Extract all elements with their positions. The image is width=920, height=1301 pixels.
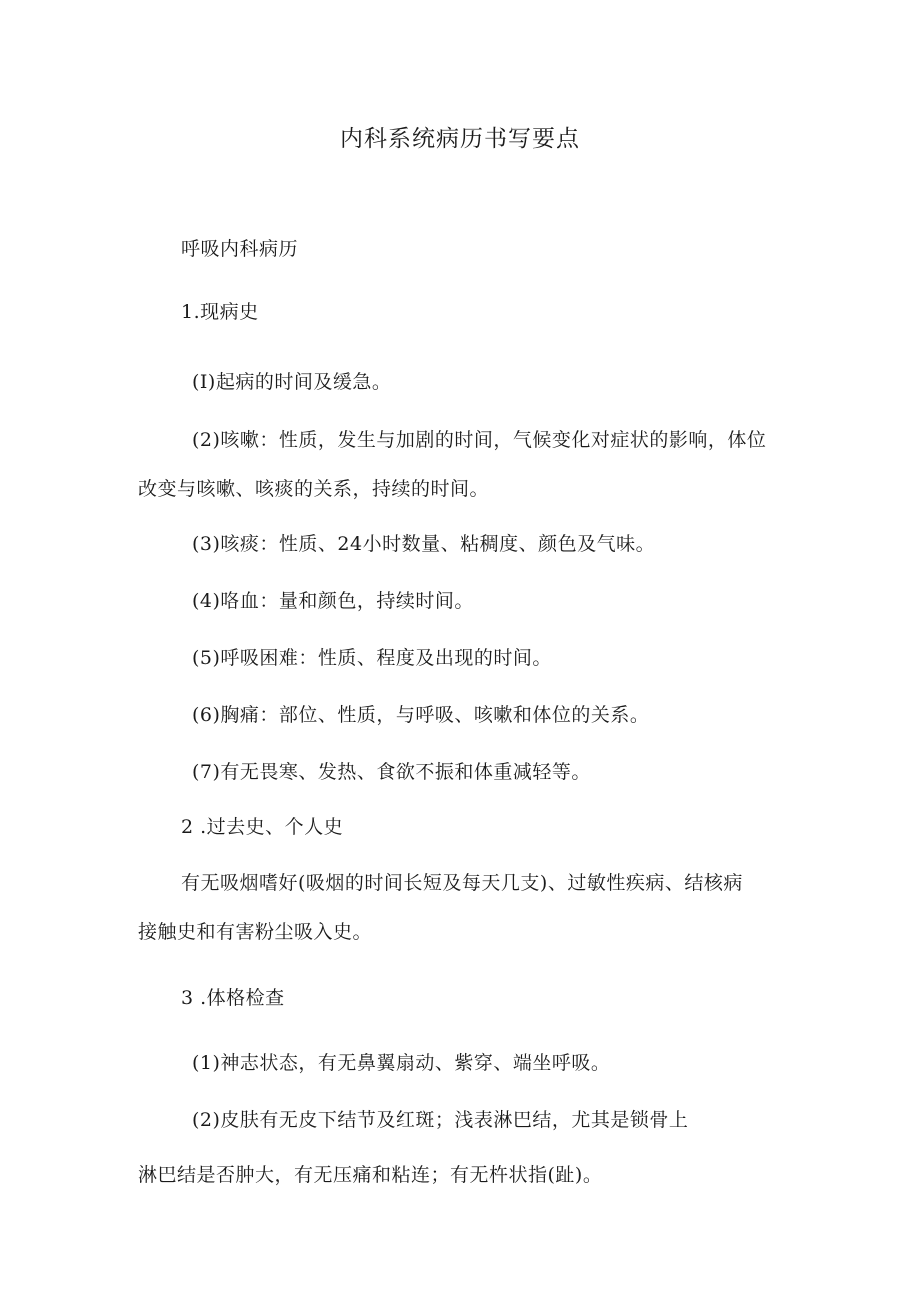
section-heading: 呼吸内科病历 bbox=[181, 238, 299, 260]
history-paragraph-line1: 有无吸烟嗜好(吸烟的时间长短及每天几支)、过敏性疾病、结核病 bbox=[181, 872, 743, 894]
item-other-symptoms: (7)有无畏寒、发热、食欲不振和体重减轻等。 bbox=[192, 761, 591, 783]
item-cough-line1: (2)咳嗽：性质，发生与加剧的时间，气候变化对症状的影响，体位 bbox=[192, 429, 767, 451]
item-onset: (I)起病的时间及缓急。 bbox=[192, 371, 392, 393]
document-title: 内科系统病历书写要点 bbox=[340, 126, 580, 152]
history-paragraph-line2: 接触史和有害粉尘吸入史。 bbox=[138, 921, 373, 943]
item-cough-line2: 改变与咳嗽、咳痰的关系，持续的时间。 bbox=[138, 478, 490, 500]
exam-item-skin-line2: 淋巴结是否肿大，有无压痛和粘连；有无杵状指(趾)。 bbox=[138, 1164, 603, 1186]
item-dyspnea: (5)呼吸困难：性质、程度及出现的时间。 bbox=[192, 647, 552, 669]
item-hemoptysis: (4)咯血：量和颜色，持续时间。 bbox=[192, 590, 474, 612]
item-sputum: (3)咳痰：性质、24小时数量、粘稠度、颜色及气味。 bbox=[192, 533, 656, 555]
item-chest-pain: (6)胸痛：部位、性质，与呼吸、咳嗽和体位的关系。 bbox=[192, 704, 650, 726]
heading-physical-exam: 3 .体格检查 bbox=[181, 987, 285, 1009]
heading-past-history: 2 .过去史、个人史 bbox=[181, 816, 344, 838]
heading-present-illness: 1.现病史 bbox=[181, 301, 259, 323]
exam-item-skin-line1: (2)皮肤有无皮下结节及红斑；浅表淋巴结，尤其是锁骨上 bbox=[192, 1109, 689, 1131]
exam-item-consciousness: (1)神志状态，有无鼻翼扇动、紫穿、端坐呼吸。 bbox=[192, 1052, 611, 1074]
